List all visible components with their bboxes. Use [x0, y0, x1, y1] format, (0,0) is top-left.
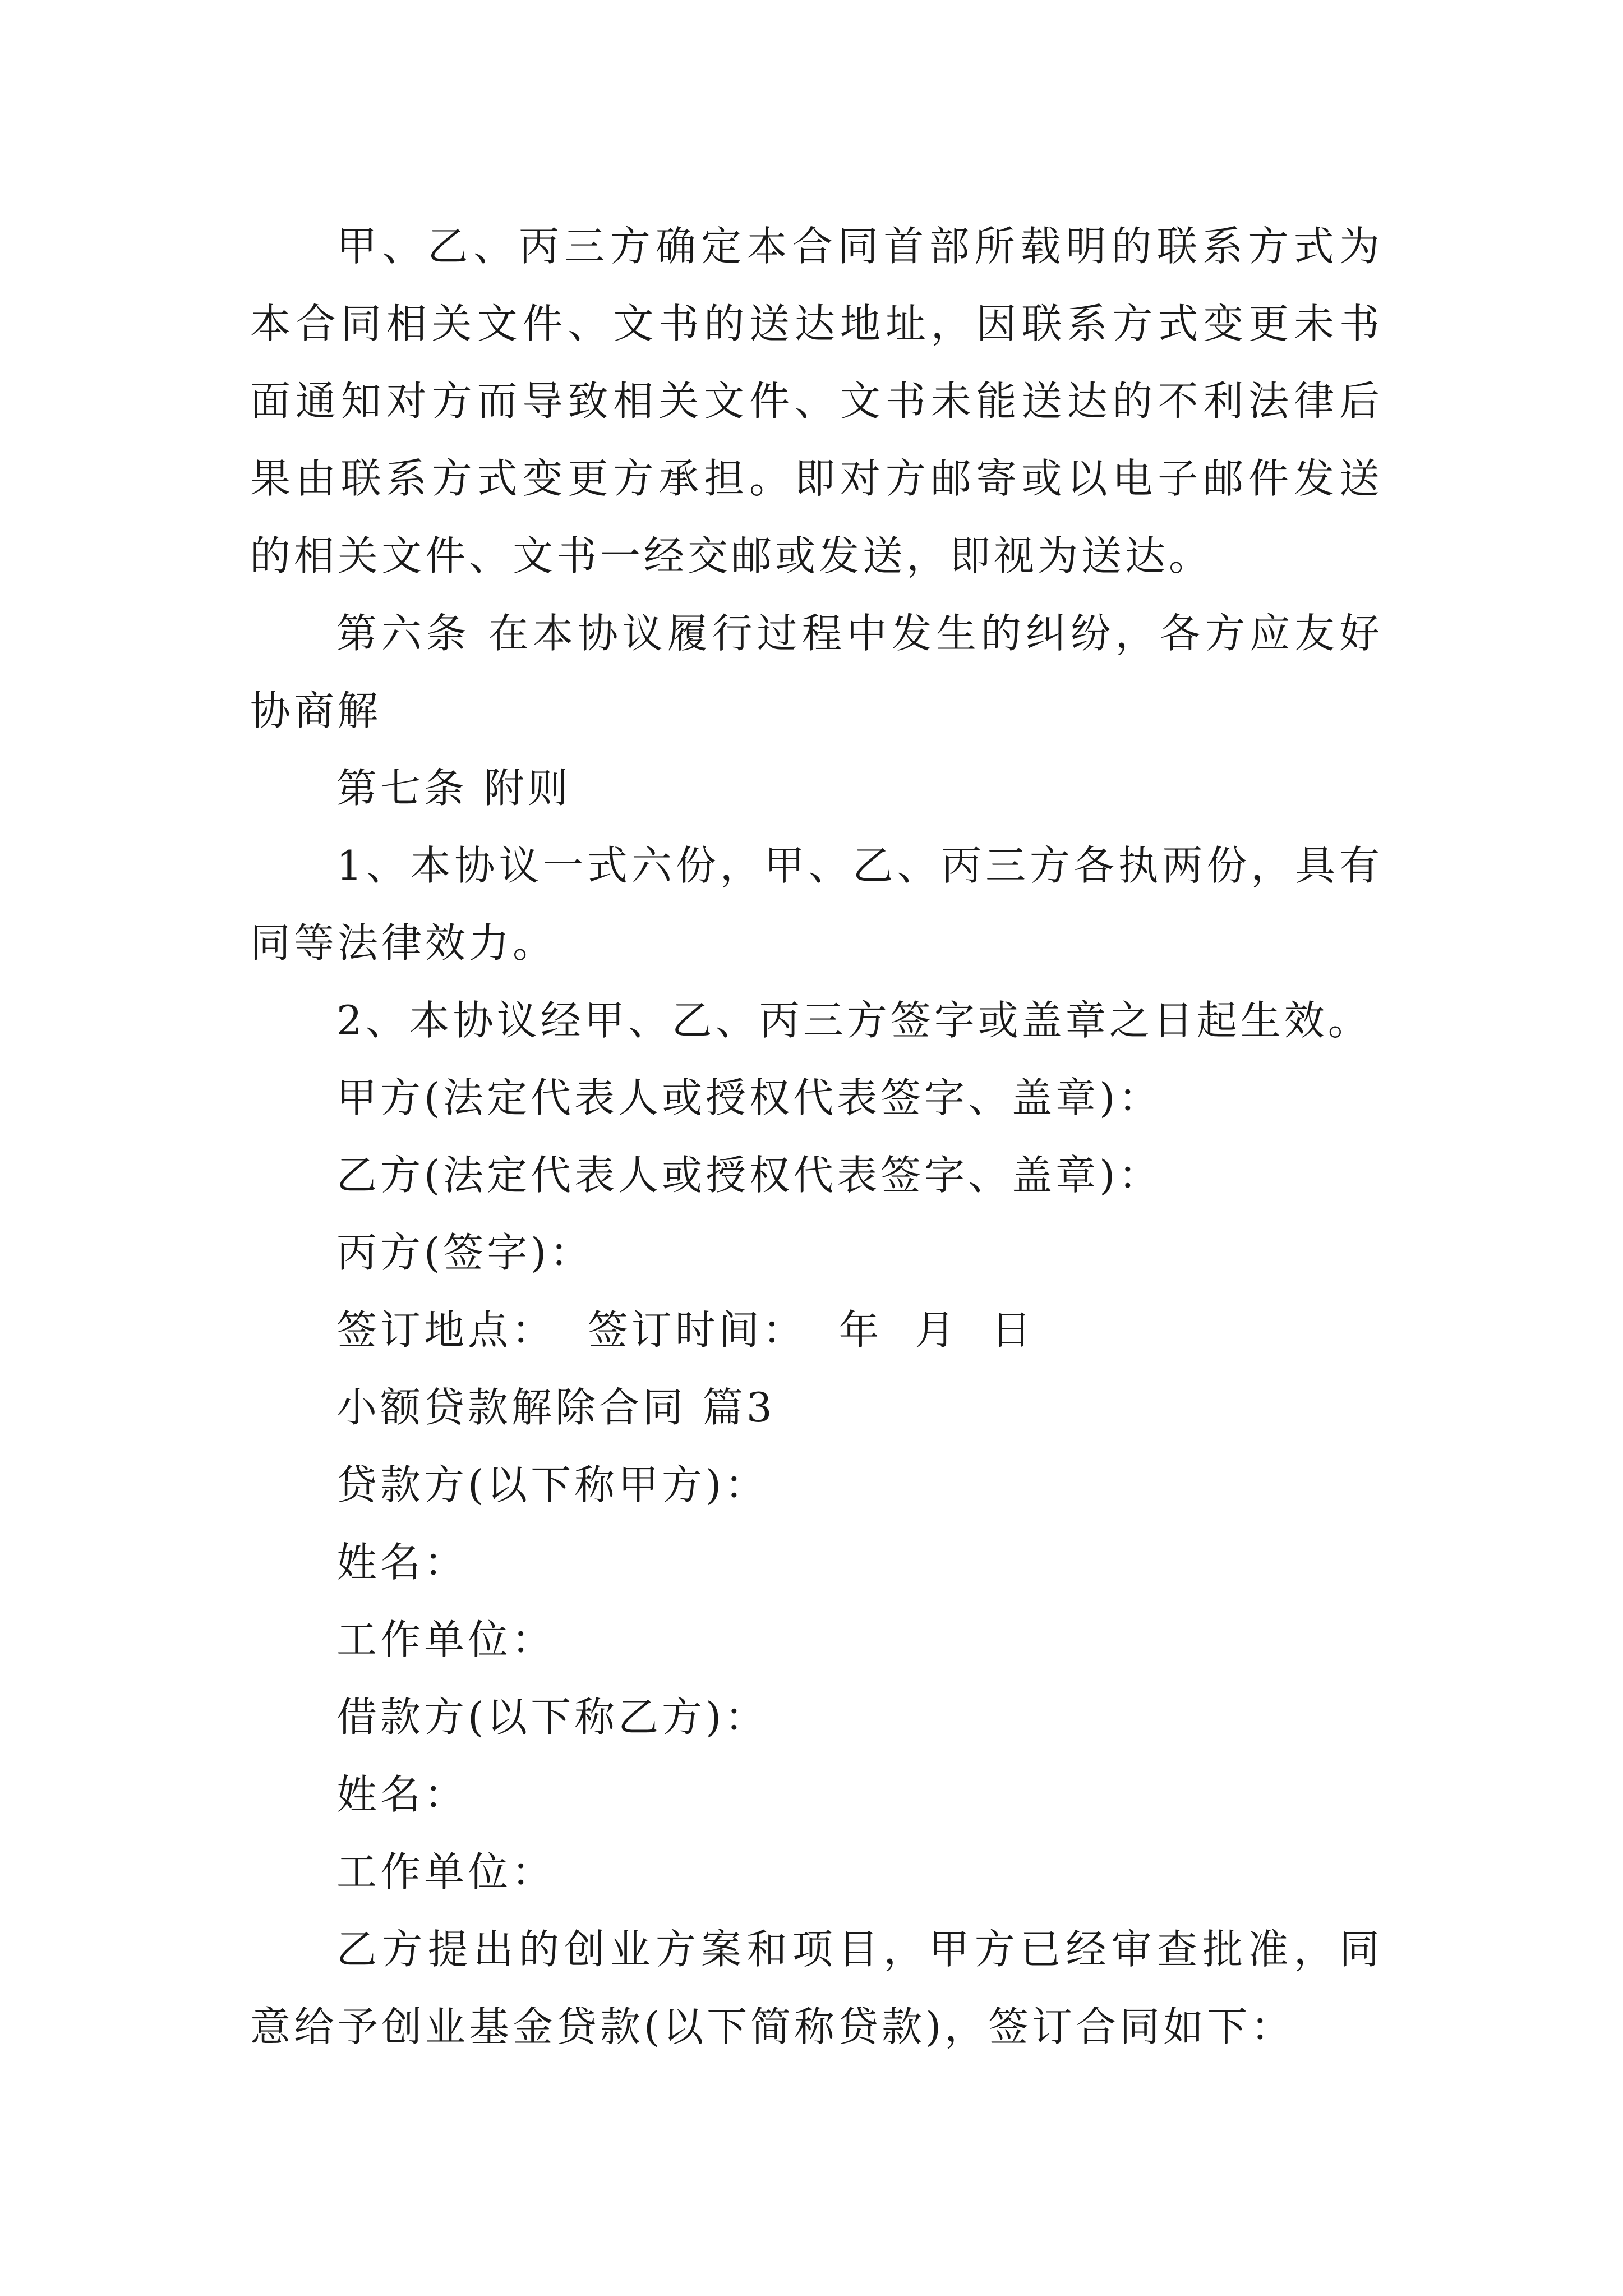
party-c-signature-line: 丙方(签字)：	[336, 1229, 594, 1276]
borrower-name-line: 姓名：	[336, 1771, 468, 1818]
paragraph-clause-7-1: 1、本协议一式六份，甲、乙、丙三方各执两份，具有同等法律效力。	[250, 842, 1383, 967]
paragraph-delivery-clause: 甲、乙、丙三方确定本合同首部所载明的联系方式为本合同相关文件、文书的送达地址，因联系方式变更未书面通知对方而导致相关文件、文书未能送达的不利法律后果由联系方式变更方承担。即对方邮寄或以电子邮件发送的相关文件、文书一经交邮或发送，即视为送达。	[250, 223, 1383, 579]
document-body	[250, 208, 1383, 2065]
paragraph-article-6: 第六条 在本协议履行过程中发生的纠纷，各方应友好协商解	[250, 610, 1383, 734]
lender-name-line: 姓名：	[336, 1539, 468, 1586]
party-b-signature-line: 乙方(法定代表人或授权代表签字、盖章)：	[336, 1152, 1163, 1199]
section-title: 小额贷款解除合同 篇3	[336, 1384, 776, 1431]
party-a-signature-line: 甲方(法定代表人或授权代表签字、盖章)：	[336, 1074, 1163, 1121]
borrower-line: 借款方(以下称乙方)：	[336, 1694, 769, 1741]
signing-place-time-line: 签订地点： 签订时间： 年 月 日	[336, 1306, 1035, 1354]
lender-line: 贷款方(以下称甲方)：	[336, 1461, 769, 1508]
heading-article-7: 第七条 附则	[336, 765, 571, 812]
paragraph-intro: 乙方提出的创业方案和项目，甲方已经审查批准，同意给予创业基金贷款(以下简称贷款)，签订合同如下：	[250, 1926, 1383, 2050]
lender-unit-line: 工作单位：	[336, 1616, 556, 1663]
paragraph-clause-7-2: 2、本协议经甲、乙、丙三方签字或盖章之日起生效。	[336, 997, 1372, 1044]
borrower-unit-line: 工作单位：	[336, 1848, 556, 1895]
